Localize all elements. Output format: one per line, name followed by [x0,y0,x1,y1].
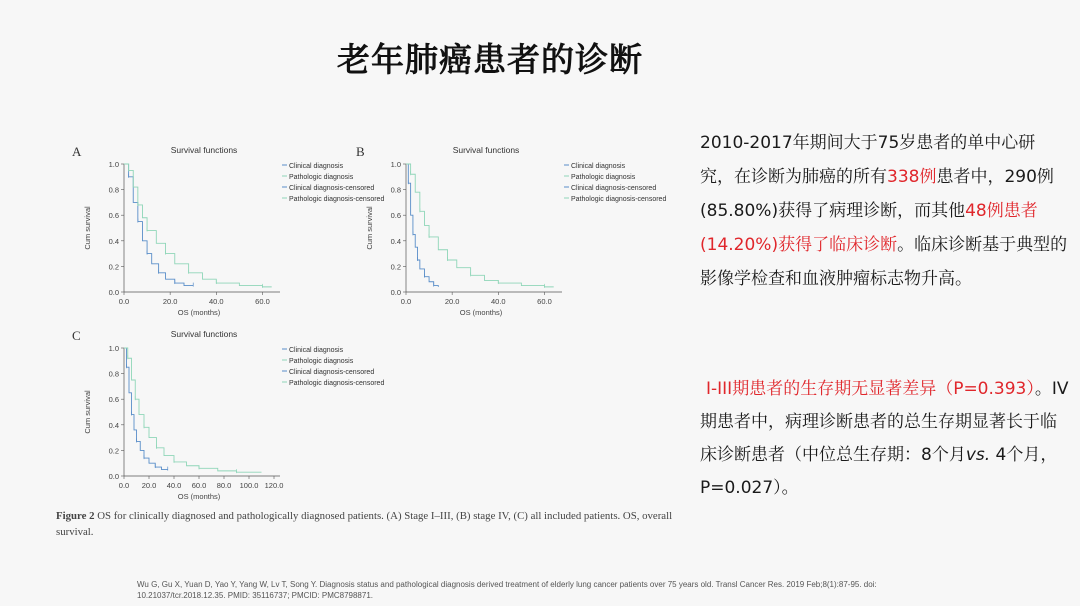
y-tick-label: 0.4 [108,236,119,246]
legend-entry: Clinical diagnosis-censored [289,185,375,192]
p1-text-b: 患者中，290例(85.80%)获得了病理诊断，而其他 [700,167,1054,221]
p1-text-c: 。临床诊断基于典型的影像学检查和血液肿瘤标志物升高。 [700,235,1068,289]
x-tick-label: 0.0 [118,481,130,490]
y-axis-label: Cum survival [83,390,92,434]
chart-b-svg [358,140,667,324]
chart-title: Survival functions [170,329,238,339]
legend-entry: Clinical diagnosis [289,163,344,170]
caption-label: Figure 2 [56,510,95,522]
p2-text-c: 4个月，P=0.027）。 [700,445,1058,498]
legend-entry: Pathologic diagnosis-censored [289,380,385,387]
p1-highlight-48: 48例患者(14.20%)获得了临床诊断 [700,201,1038,255]
y-tick-label: 0.0 [390,288,401,297]
y-tick-label: 0.8 [390,185,401,195]
figure-panels [56,134,676,544]
chart-title: Survival functions [452,145,520,155]
x-tick-label: 20.0 [162,297,178,306]
p2-text-b: 。IV期患者中，病理诊断患者的总生存期显著长于临床诊断患者（中位总生存期：8个月 [700,379,1069,465]
legend-entry: Pathologic diagnosis [571,174,636,181]
y-tick-label: 0.2 [108,446,119,456]
y-tick-label: 0.8 [108,369,119,379]
survival-line-pathologic [406,164,554,287]
legend-entry: Clinical diagnosis [571,163,626,170]
x-tick-label: 40.0 [209,297,224,306]
y-tick-label: 0.4 [108,420,119,430]
p1-text-a: 2010-2017年期间大于75岁患者的单中心研究，在诊断为肺癌的所有 [700,133,1036,187]
figure-caption [56,508,676,540]
caption-text: OS for clinically diagnosed and pathologically diagnosed patients. (A) Stage I–III, (B) stage IV, (C) all included patients. OS, overall survival. [56,510,673,538]
survival-line-clinical [124,348,168,470]
y-tick-label: 0.6 [108,395,119,405]
x-tick-label: 20.0 [141,481,157,490]
y-tick-label: 0.0 [108,472,119,481]
y-axis-label: Cum survival [83,206,92,250]
y-tick-label: 0.8 [108,185,119,195]
y-axis-label: Cum survival [365,206,374,250]
x-tick-label: 0.0 [400,297,412,306]
x-tick-label: 60.0 [255,297,270,306]
y-tick-label: 0.6 [108,211,119,221]
summary-paragraph-2 [700,356,1070,522]
panel-letter-b: B [356,144,365,159]
chart-c-svg [76,324,385,508]
x-axis-label: OS (months) [177,492,221,501]
slide-title: 老年肺癌患者的诊断 [337,40,643,79]
x-tick-label: 40.0 [166,481,182,490]
x-tick-label: 60.0 [537,297,552,306]
reference-citation: Wu G, Gu X, Yuan D, Yao Y, Yang W, Lv T, Song Y. Diagnosis status and pathological diagnosis derived treatment of elderly lung cancer patients over 75 years old. Transl Cancer Res. 2019 Feb;8(1):87-95. doi: 10.21037/tcr.2018.12.35. PMID: 35116737; PMCID: PMC8798871. [137,580,877,600]
chart-panel-c [76,324,385,508]
x-tick-label: 20.0 [444,297,460,306]
y-tick-label: 1.0 [108,160,119,169]
chart-title: Survival functions [170,145,238,155]
legend-entry: Pathologic diagnosis [289,174,354,181]
x-tick-label: 120.0 [264,481,284,490]
legend-entry: Pathologic diagnosis-censored [571,196,667,203]
legend-entry: Clinical diagnosis-censored [571,185,657,192]
legend-entry: Clinical diagnosis-censored [289,369,375,376]
p2-highlight: I-III期患者的生存期无显著差异（P=0.393） [706,379,1035,399]
x-tick-label: 40.0 [491,297,506,306]
x-tick-label: 60.0 [191,481,207,490]
x-tick-label: 100.0 [239,481,259,490]
x-tick-label: 80.0 [216,481,232,490]
survival-line-clinical [124,164,193,286]
legend-entry: Clinical diagnosis [289,347,344,354]
legend-entry: Pathologic diagnosis-censored [289,196,385,203]
y-tick-label: 0.4 [390,236,401,246]
y-tick-label: 0.2 [108,262,119,272]
p2-vs: vs. [965,445,991,465]
y-tick-label: 1.0 [108,344,119,353]
survival-line-pathologic [124,164,272,287]
panel-letter-c: C [72,328,81,343]
y-tick-label: 0.0 [108,288,119,297]
panel-letter-a: A [72,144,82,159]
p1-highlight-338: 338例 [887,167,937,187]
y-tick-label: 0.6 [390,211,401,221]
y-tick-label: 0.2 [390,262,401,272]
survival-line-pathologic [124,348,262,472]
y-tick-label: 1.0 [390,160,401,169]
chart-a-svg [76,140,385,324]
chart-panel-b [358,140,667,324]
legend-entry: Pathologic diagnosis [289,358,354,365]
x-tick-label: 0.0 [118,297,130,306]
survival-line-clinical [406,164,438,287]
x-axis-label: OS (months) [177,308,221,317]
x-axis-label: OS (months) [459,308,503,317]
chart-panel-a [76,140,385,324]
summary-paragraph-1 [700,126,1068,296]
